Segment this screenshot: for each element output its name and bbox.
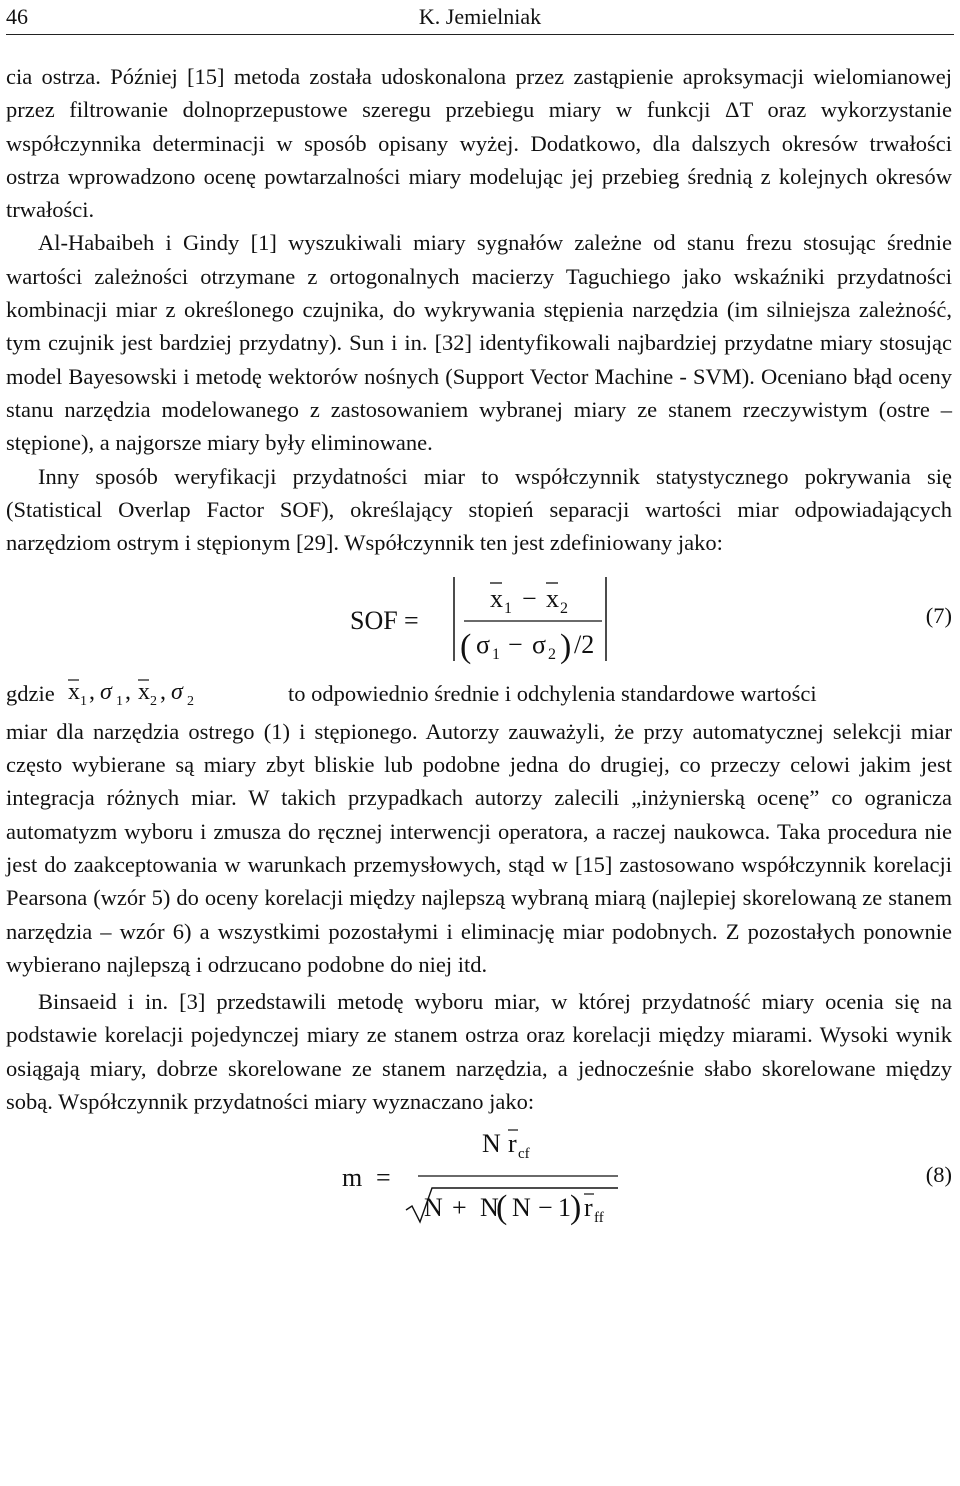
eq7-minus-bottom: − [508,630,523,660]
eq8-N2: N [480,1193,499,1223]
eq8-ff: ff [594,1210,604,1227]
gdzie-word: gdzie [6,681,55,707]
paragraph-5: Binsaeid i in. [3] przedstawili metodę wyboru miar, w której przydatność miary ocenia się na podstawie korelacji pojedynczej miary ze stanem ostrza oraz korelacji między miarami. Wysoki wynik osiągają miary, dobrze skorelowane ze stanem narzędzia, a jednocześnie słabo skorelowane między sobą. Współczynnik przydatności miary wyznaczano jako: [6,989,952,1115]
eq7-lhs: SOF [350,606,398,636]
equation-8-formula [6,1118,952,1228]
equation-7-formula [6,559,952,677]
equation-7 [6,559,952,677]
eq7-sub1: 1 [504,600,512,618]
svg-text:(: ( [496,1189,508,1227]
svg-text:(: ( [460,628,472,666]
eq7-sigma1: σ [476,630,491,660]
eq7-equals: = [404,606,419,636]
equation-8-number: (8) [925,1162,952,1188]
svg-text:x: x [138,679,151,706]
svg-text:,: , [89,679,96,706]
svg-text:1: 1 [116,694,124,710]
eq7-sigma2: σ [532,630,547,660]
eq7-x2: x [546,584,559,614]
svg-text:): ) [570,1189,582,1227]
running-head: K. Jemielniak [418,4,542,29]
eq7-x1: x [490,584,503,614]
inline-symbols [60,677,282,709]
paragraph-4-first-line [6,677,952,710]
svg-text:σ: σ [171,679,184,706]
eq8-r-bottom: r [584,1193,593,1223]
eq7-div2: /2 [574,630,595,660]
svg-text:2: 2 [150,694,158,710]
svg-text:σ: σ [100,679,113,706]
gdzie-continuation: to odpowiednio średnie i odchylenia standardowe wartości [287,681,817,707]
eq7-sub2: 2 [560,600,568,618]
svg-text:1: 1 [80,694,88,710]
paragraph-3: Inny sposób weryfikacji przydatności miar to współczynnik statystycznego pokrywania się (Statistical Overlap Factor SOF), określający stopień separacji wartości miar odpowiadających narzędziom ostrym i stępionym [29]. Współczynnik ten jest zdefiniowany jako: [6,463,952,556]
svg-text:2: 2 [187,694,195,710]
eq8-plus: + [452,1193,467,1223]
equation-7-number: (7) [925,603,952,629]
eq8-lhs: m [342,1163,363,1193]
page-number: 46 [6,4,28,29]
eq8-r-top: r [508,1129,517,1159]
eq7-minus-top: − [522,584,537,614]
svg-text:x: x [68,679,81,706]
page-body [6,60,952,1228]
eq8-equals: = [376,1163,391,1193]
eq8-N1: N [424,1193,443,1223]
eq8-one: 1 [558,1193,571,1223]
eq8-cf: cf [518,1146,530,1163]
paragraph-4: miar dla narzędzia ostrego (1) i stępionego. Autorzy zauważyli, że przy automatycznej selekcji miar często wybierane są miary zbyt bliskie lub podobne jedna do drugiej, co przeczy celowi jakim jest integracja różnych miar. W takich przypadkach autorzy zalecili „inżynierską ocenę” co ogranicza automatyzm wyboru i zmusza do ręcznej interwencji operatora, a raczej naukowca. Taka procedura nie jest do zaakceptowania w warunkach przemysłowych, stąd w [15] zastosowano współczynnik korelacji Pearsona (wzór 5) do oceny korelacji między najlepszą wybraną miarą (najlepiej skorelowaną ze stanem narzędzia – wzór 6) a wszystkimi pozostałymi i eliminację miar podobnych. Z pozostałych ponownie wybierano najlepszą i odrzucano podobne do niej itd. [6,718,952,977]
svg-text:,: , [160,679,167,706]
eq8-N-top: N [482,1129,501,1159]
page-header [6,0,954,35]
svg-text:): ) [560,628,572,666]
eq8-minus: − [538,1193,553,1223]
paragraph-2: Al-Habaibeh i Gindy [1] wyszukiwali miary sygnałów zależne od stanu frezu stosując średnie wartości zależności otrzymane z ortogonalnych macierzy Taguchiego jako wskaźniki przydatności kombinacji miar z określonego czujnika, do wykrywania stępienia narzędzia (im silniejsza zależność, tym czujnik jest bardziej przydatny). Sun i in. [32] identyfikowali najbardziej przydatne miary stosując model Bayesowski i metodę wektorów nośnych (Support Vector Machine - SVM). Oceniano błąd oceny stanu narzędzia modelowanego z zastosowaniem wybranej miary ze stanem rzeczywistym (ostre – stępione), a najgorsze miary były eliminowane. [6,230,952,456]
eq8-N3: N [512,1193,531,1223]
eq7-sigma-sub1: 1 [492,646,500,664]
svg-text:,: , [125,679,132,706]
eq7-sigma-sub2: 2 [548,646,556,664]
paragraph-1: cia ostrza. Później [15] metoda została udoskonalona przez zastąpienie aproksymacji wielomianowej przez filtrowanie dolnoprzepustowe szeregu przebiegu miary w funkcji ΔT oraz wykorzystanie współczynnika determinacji w sposób opisany wyżej. Dodatkowo, dla dalszych okresów trwałości ostrza wprowadzono ocenę powtarzalności miary modelując jej przebieg średnią z kolejnych okresów trwałości. [6,64,952,223]
equation-8 [6,1118,952,1228]
